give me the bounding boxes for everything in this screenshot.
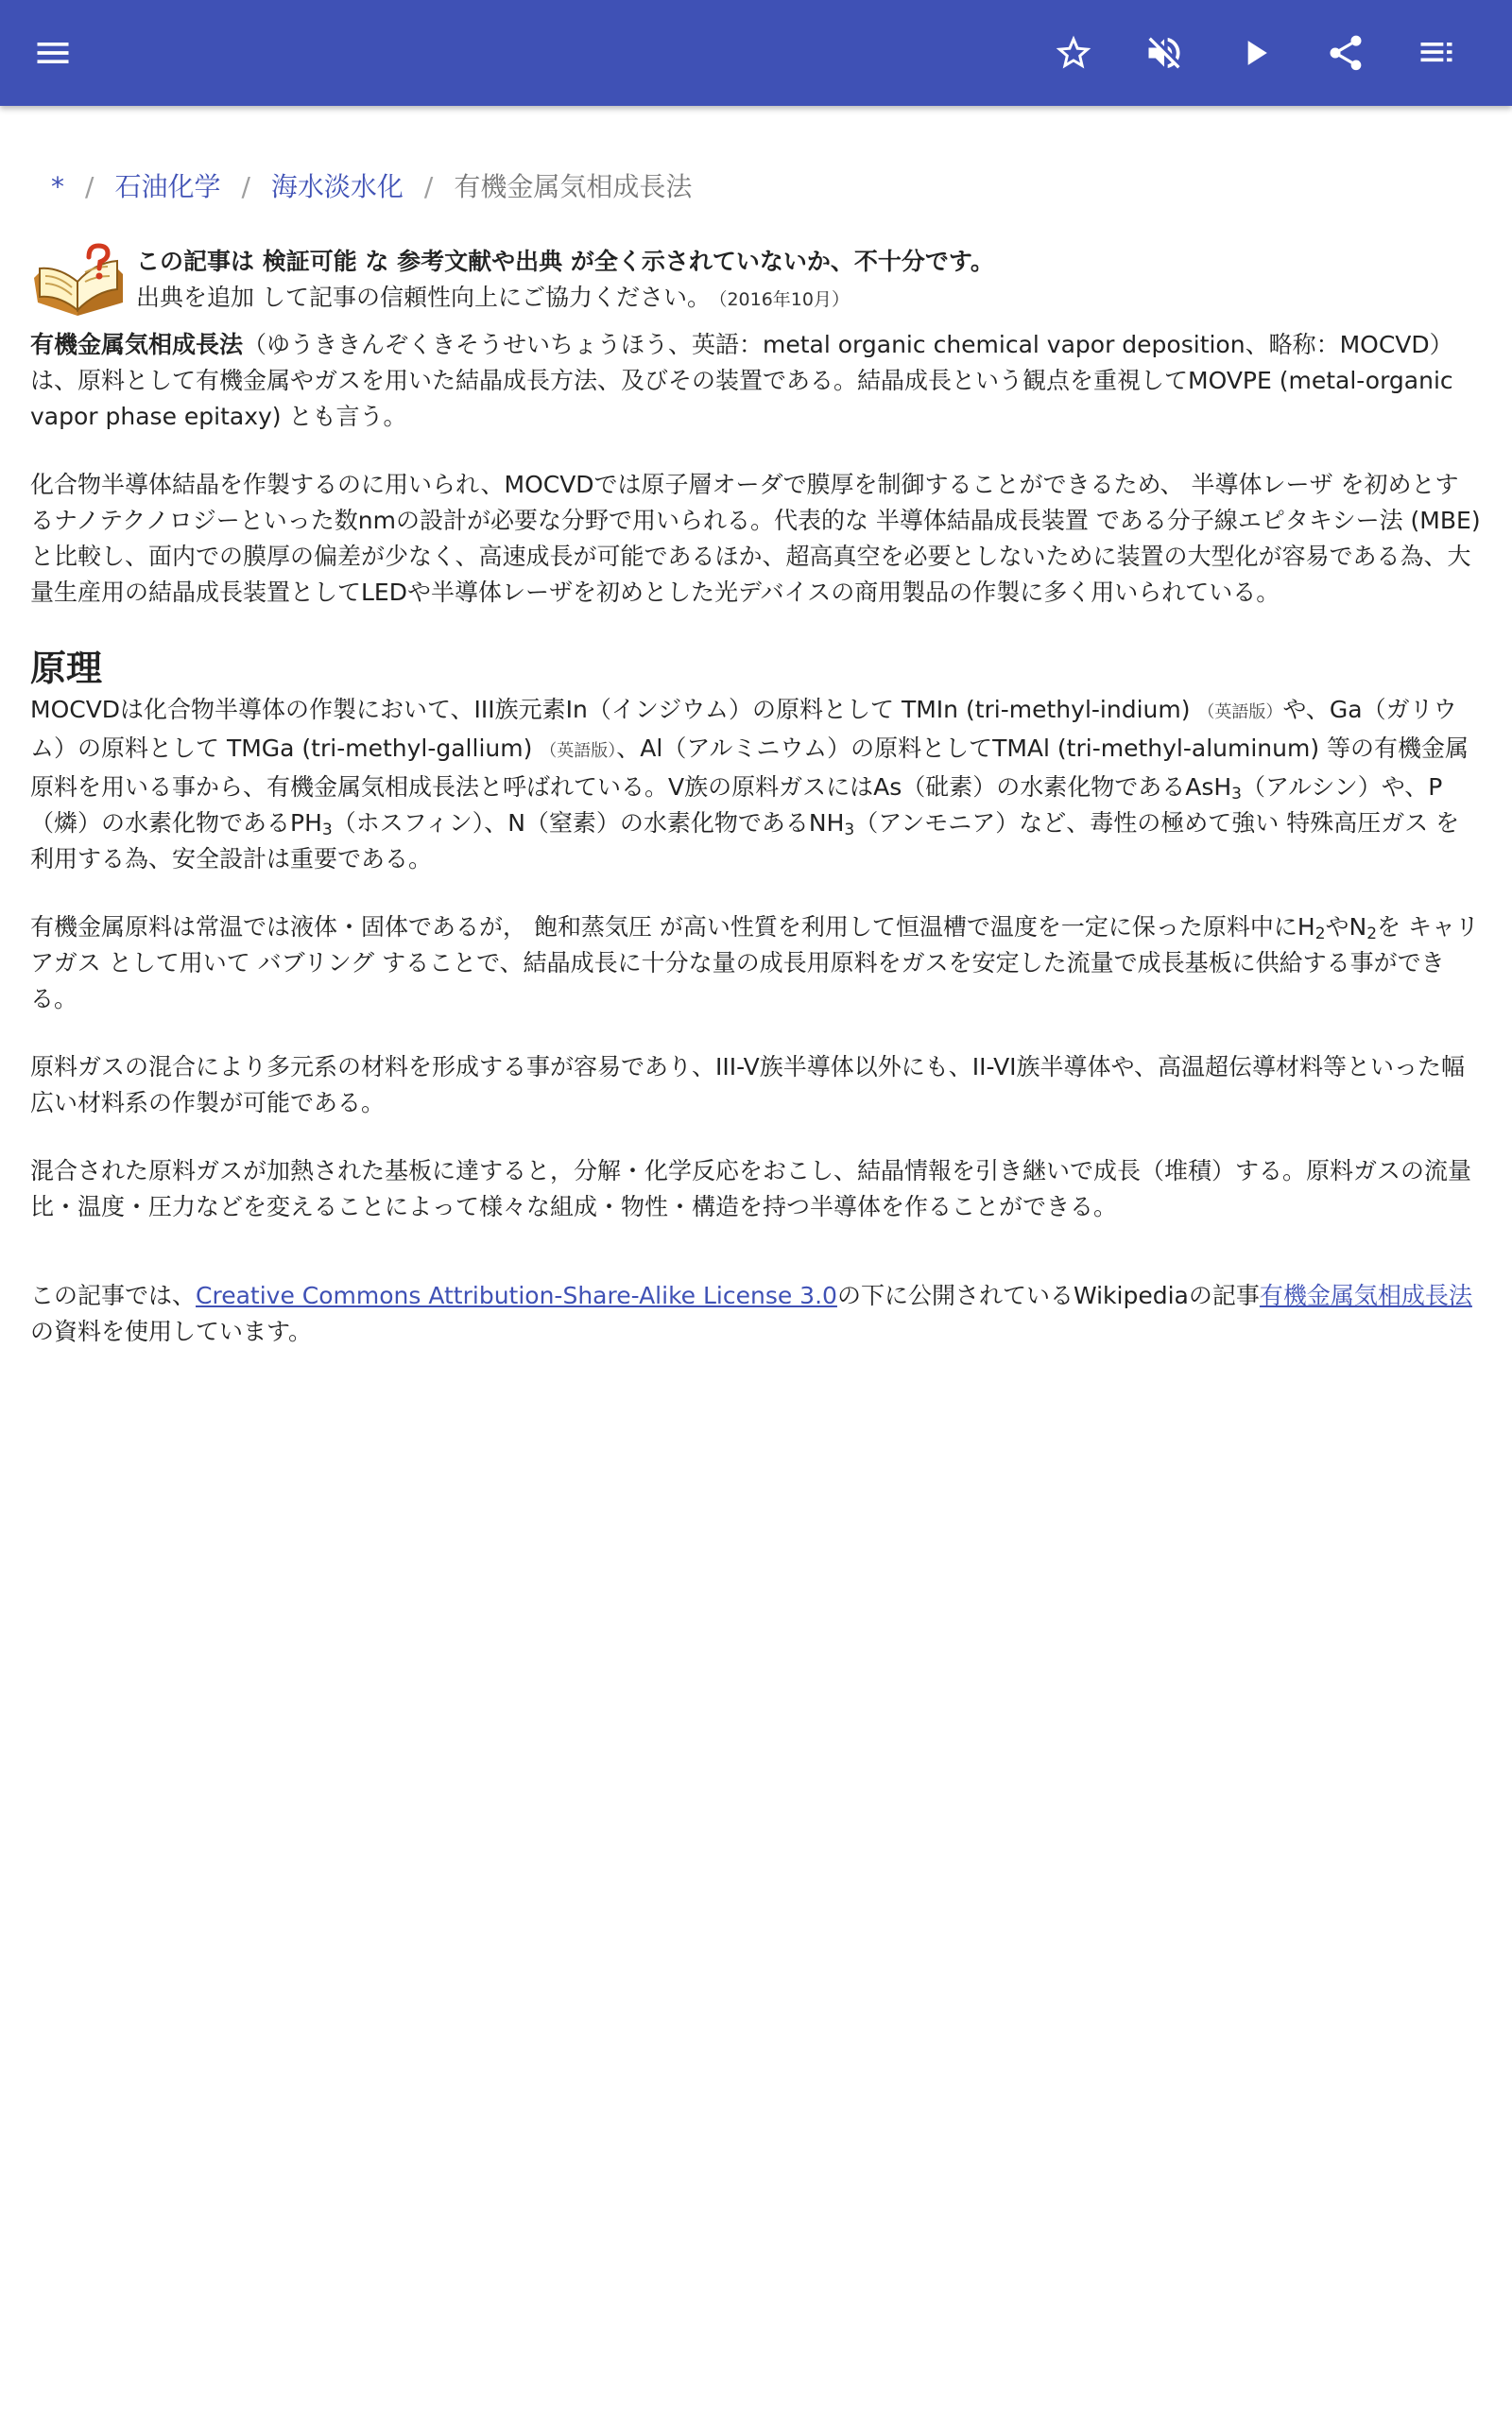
english-version-link[interactable]: （英語版） [540, 741, 617, 761]
breadcrumb-link-desalination[interactable]: 海水淡水化 [270, 171, 404, 202]
breadcrumb [51, 161, 1482, 214]
section-heading: 原理 [30, 648, 103, 689]
english-version-link[interactable]: （英語版） [1197, 702, 1283, 722]
principle-paragraph-3: 原料ガスの混合により多元系の材料を形成する事が容易であり、III-V族半導体以外にも、II-VI族半導体や、高温超伝導材料等といった幅広い材料系の作製が可能である。 [30, 1053, 1466, 1116]
source-article-link[interactable]: 有機金属気相成長法 [1259, 1282, 1472, 1309]
article-content [30, 161, 1482, 1350]
article-term: 有機金属気相成長法 [30, 331, 244, 358]
playlist-button[interactable] [1402, 19, 1470, 87]
playlist-icon [1416, 32, 1457, 74]
intro-paragraph-2: 化合物半導体結晶を作製するのに用いられ、MOCVDでは原子層オーダで膜厚を制御することができるため、 半導体レーザ を初めとするナノテクノロジーといった数nmの設計が必要な分野で用いられる。代表的な 半導体結晶成長装置 である分子線エピタキシー法 (MBE) と比較し、面内での膜厚の偏差が少なく、高速成長が可能であるほか、超高真空を必要としないために装置の大型化が容易である為、大量生産用の結晶成長装置としてLEDや半導体レーザを初めとした光デバイスの商用製品の作製に多く用いられている。 [30, 471, 1481, 606]
play-button[interactable] [1221, 19, 1289, 87]
license-link[interactable]: Creative Commons Attribution-Share-Alike License 3.0 [196, 1282, 837, 1309]
question-book-icon [30, 240, 127, 320]
notice-title: この記事は 検証可能 な 参考文献や出典 が全く示されていないか、不十分です。 [136, 248, 994, 275]
share-button[interactable] [1312, 19, 1380, 87]
menu-icon [32, 32, 74, 74]
breadcrumb-link-petrochemistry[interactable]: 石油化学 [114, 171, 221, 202]
breadcrumb-separator: / [423, 171, 434, 202]
breadcrumb-separator: / [85, 171, 94, 202]
citation-notice [30, 240, 1482, 327]
share-icon [1325, 32, 1366, 74]
intro-paragraph: 有機金属気相成長法（ゆうききんぞくきそうせいちょうほう、英語：metal organic chemical vapor deposition、略称：MOCVD）は、原料として有機金属やガスを用いた結晶成長方法、及びその装置である。結晶成長という観点を重視してMOVPE (metal-organic vapor phase epitaxy) とも言う。 [30, 331, 1453, 430]
favorite-button[interactable] [1040, 19, 1108, 87]
menu-button[interactable] [19, 19, 87, 87]
breadcrumb-home-link[interactable]: * [51, 171, 64, 202]
principle-paragraph-1: MOCVDは化合物半導体の作製において、III族元素In（インジウム）の原料として TMIn (tri-methyl-indium) （英語版）や、Ga（ガリウム）の原料として TMGa (tri-methyl-gallium) （英語版）、Al（アルミニウム）の原料としてTMAl (tri-methyl-aluminum) 等の有機金属原料を用いる事から、有機金属気相成長法と呼ばれている。V族の原料ガスにはAs（砒素）の水素化物であるAsH$_3$（アルシン）や、P（燐）の水素化物である$PH_3$（ホスフィン）、N（窒素）の水素化物である$NH_3$（アンモニア）など、毒性の極めて強い 特殊高圧ガス を利用する為、安全設計は重要である。 [30, 696, 1469, 873]
play-icon [1234, 32, 1276, 74]
app-bar [0, 0, 1512, 106]
breadcrumb-current: 有機金属気相成長法 [454, 171, 693, 202]
mute-button[interactable] [1130, 19, 1198, 87]
star-outline-icon [1053, 32, 1094, 74]
breadcrumb-separator: / [241, 171, 250, 202]
principle-paragraph-2: 有機金属原料は常温では液体・固体であるが， 飽和蒸気圧 が高い性質を利用して恒温槽で温度を一定に保った原料中に$H_2$や$N_2$を キャリアガス として用いて バブリング することで、結晶成長に十分な量の成長用原料をガスを安定した流量で成長基板に供給する事ができる。 [30, 913, 1480, 1012]
notice-date: （2016年10月） [717, 289, 850, 310]
principle-paragraph-4: 混合された原料ガスが加熱された基板に達すると，分解・化学反応をおこし、結晶情報を引き継いで成長（堆積）する。原料ガスの流量比・温度・圧力などを変えることによって様々な組成・物性・構造を持つ半導体を作ることができる。 [30, 1157, 1472, 1220]
license-footer: この記事では、Creative Commons Attribution-Share-Alike License 3.0の下に公開されているWikipediaの記事有機金属気相成長法の資料を使用しています。 [30, 1282, 1472, 1345]
notice-text: 出典を追加 して記事の信頼性向上にご協力ください。 [136, 284, 711, 311]
volume-off-icon [1143, 32, 1185, 74]
